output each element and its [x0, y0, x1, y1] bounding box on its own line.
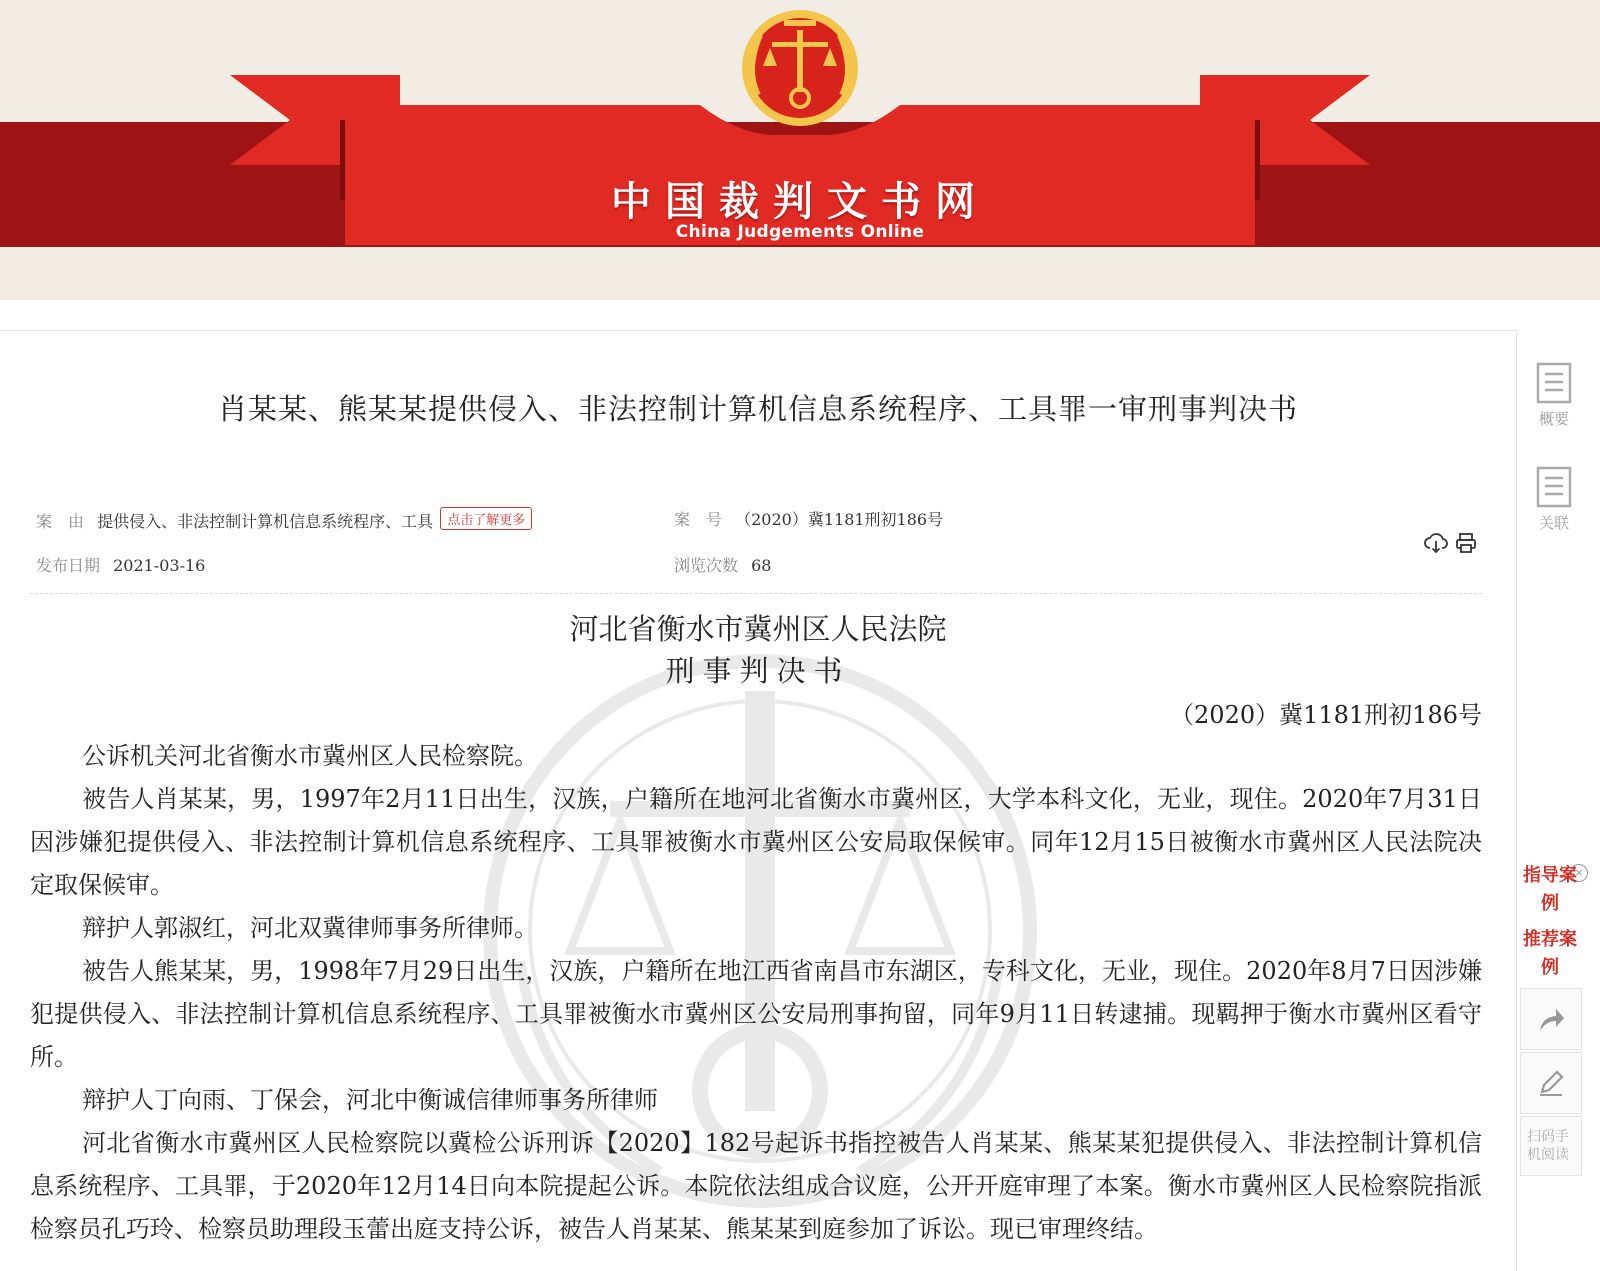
share-icon — [1536, 1005, 1566, 1033]
paragraph: 辩护人丁向雨、丁保会，河北中衡诚信律师事务所律师 — [82, 1086, 658, 1114]
guide-case-link[interactable]: 指导案例 — [1523, 865, 1577, 914]
banner-ribbon-graphic — [0, 0, 1600, 300]
summary-icon — [1536, 362, 1572, 404]
sidebar-related-label: 关联 — [1538, 514, 1569, 532]
document-title: 肖某某、熊某某提供侵入、非法控制计算机信息系统程序、工具罪一审刑事判决书 — [217, 392, 1298, 426]
share-button[interactable] — [1520, 988, 1582, 1050]
print-icon[interactable] — [1454, 531, 1478, 555]
meta-cause-label: 案 由 — [36, 512, 85, 531]
meta-cause-value: 提供侵入、非法控制计算机信息系统程序、工具 — [97, 512, 434, 531]
court-name: 河北省衡水市冀州区人民法院 — [569, 612, 947, 646]
recommend-case-link[interactable]: 推荐案例 — [1523, 929, 1577, 978]
paragraph: 公诉机关河北省衡水市冀州区人民检察院。 — [82, 742, 538, 770]
close-icon[interactable]: × — [1570, 864, 1588, 882]
sidebar-summary-label: 概要 — [1538, 410, 1569, 428]
learn-more-button[interactable]: 点击了解更多 — [440, 507, 532, 530]
court-emblem-icon — [742, 10, 858, 126]
meta-publish-date — [36, 553, 205, 576]
scan-read-button[interactable]: 扫码手机阅读 — [1520, 1116, 1582, 1176]
paragraph: 被告人熊某某，男，1998年7月29日出生，汉族，户籍所在地江西省南昌市东湖区，专科文化，无业，现住。2020年8月7日因涉嫌犯提供侵入、非法控制计算机信息系统程序、工具罪被衡水市冀州区公安局刑事拘留，同年9月11日转逮捕。现羁押于衡水市冀州区看守所。 — [30, 957, 1482, 1071]
edit-icon — [1536, 1068, 1566, 1098]
paragraph: 被告人肖某某，男，1997年2月11日出生，汉族，户籍所在地河北省衡水市冀州区，大学本科文化，无业，现住。2020年7月31日因涉嫌犯提供侵入、非法控制计算机信息系统程序、工具罪被衡水市冀州区公安局取保候审。同年12月15日被衡水市冀州区人民法院决定取保候审。 — [30, 785, 1482, 899]
meta-views-label: 浏览次数 — [674, 556, 739, 575]
meta-views-value: 68 — [751, 556, 772, 575]
related-icon — [1536, 466, 1572, 508]
document-type: 刑事判决书 — [665, 654, 851, 688]
edit-button[interactable] — [1520, 1052, 1582, 1114]
paragraph: 河北省衡水市冀州区人民检察院以冀检公诉刑诉【2020】182号起诉书指控被告人肖某某、熊某某犯提供侵入、非法控制计算机信息系统程序、工具罪，于2020年12月14日向本院提起公诉。本院依法组成合议庭，公开开庭审理了本案。衡水市冀州区人民检察院指派检察员孔巧玲、检察员助理段玉蕾出庭支持公诉，被告人肖某某、熊某某到庭参加了诉讼。现已审理终结。 — [30, 1129, 1482, 1243]
site-title: 中国裁判文书网 — [611, 179, 989, 225]
meta-divider — [30, 593, 1482, 594]
download-icon[interactable] — [1424, 531, 1448, 555]
meta-cause — [36, 507, 532, 532]
meta-case-no — [674, 507, 943, 530]
paragraph: 辩护人郭淑红，河北双冀律师事务所律师。 — [82, 914, 538, 942]
sidebar-related[interactable] — [1522, 466, 1586, 533]
meta-case-no-label: 案 号 — [674, 510, 723, 529]
document-body — [30, 735, 1482, 1251]
case-number: （2020）冀1181刑初186号 — [1170, 701, 1482, 729]
meta-views — [674, 553, 771, 576]
sidebar-summary[interactable] — [1522, 362, 1586, 429]
meta-publish-date-label: 发布日期 — [36, 556, 101, 575]
meta-publish-date-value: 2021-03-16 — [113, 556, 206, 575]
document-panel — [0, 330, 1517, 1271]
site-subtitle: China Judgements Online — [675, 222, 925, 242]
meta-case-no-value: （2020）冀1181刑初186号 — [735, 510, 944, 529]
site-banner — [0, 0, 1600, 300]
